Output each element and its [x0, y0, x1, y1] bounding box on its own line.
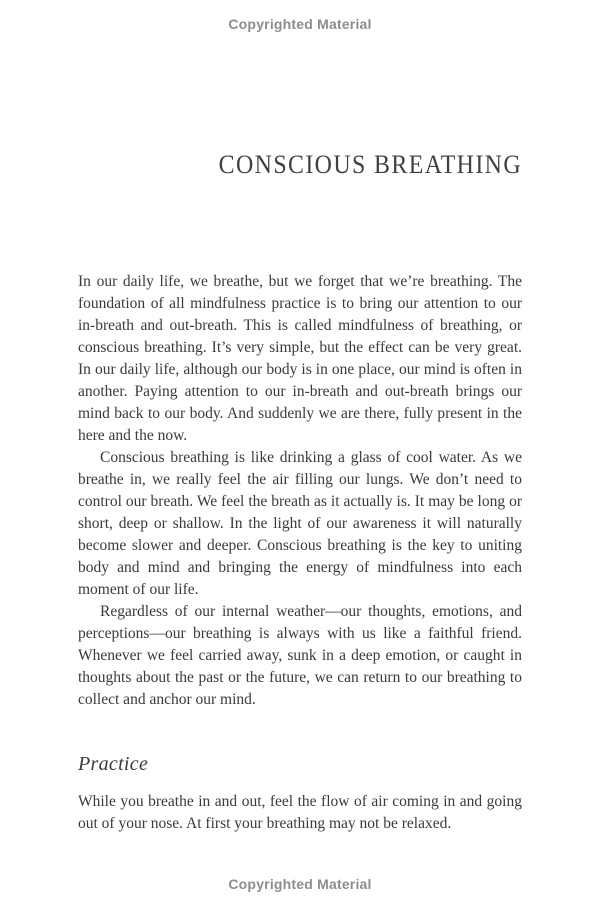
- chapter-title: CONSCIOUS BREATHING: [218, 150, 522, 179]
- copyright-notice-bottom: Copyrighted Material: [228, 876, 372, 892]
- body-text-block: [78, 271, 522, 835]
- section-heading-practice: Practice: [78, 753, 149, 775]
- copyright-notice-top: Copyrighted Material: [228, 16, 372, 32]
- body-paragraph-1: In our daily life, we breathe, but we forget that we’re breathing. The foundation of all mindfulness practice is to bring our attention to our in-breath and out-breath. This is called mindfulness of breathing, or conscious breathing. It’s very simple, but the effect can be very great. In our daily life, although our body is in one place, our mind is often in another. Paying attention to our in-breath and out-breath brings our mind back to our body. And suddenly we are there, fully present in the here and the now.: [78, 273, 522, 444]
- body-paragraph-2: Conscious breathing is like drinking a glass of cool water. As we breathe in, we really feel the air filling our lungs. We don’t need to control our breath. We feel the breath as it actually is. It may be long or short, deep or shallow. In the light of our awareness it will naturally become slower and deeper. Conscious breathing is the key to uniting body and mind and bringing the energy of mindfulness into each moment of our life.: [78, 449, 522, 598]
- body-paragraph-3: Regardless of our internal weather—our thoughts, emotions, and perceptions—our breathing is always with us like a faithful friend. Whenever we feel carried away, sunk in a deep emotion, or caught in thoughts about the past or the future, we can return to our breathing to collect and anchor our mind.: [78, 603, 522, 708]
- practice-paragraph-1: While you breathe in and out, feel the flow of air coming in and going out of your nose. At first your breathing may not be relaxed.: [78, 793, 522, 832]
